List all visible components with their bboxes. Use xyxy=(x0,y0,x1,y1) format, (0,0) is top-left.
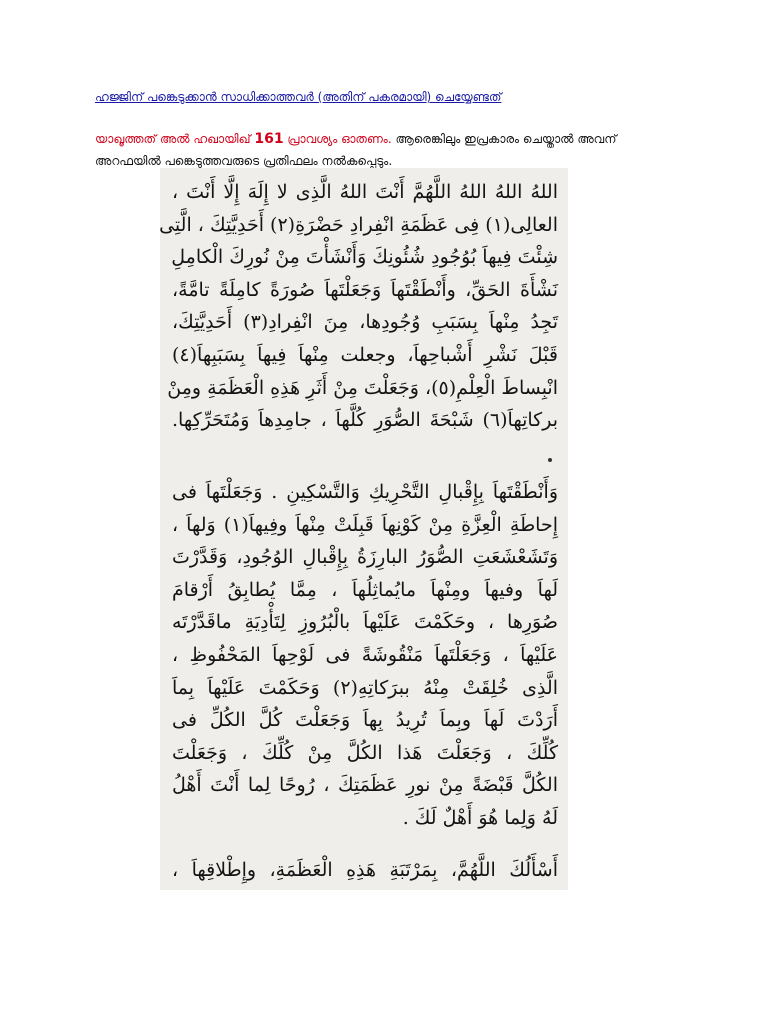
arabic-paragraph-3 xyxy=(172,854,558,887)
arabic-line: كُلِّكَ ، وَجَعَلْتَ هَذا الكُلَّ مِنْ كُلِّكَ ، وَجَعَلْتَ xyxy=(172,741,558,764)
arabic-line: قَبْلَ نَشْرِ أَشْباحِهاَ، وجعلت مِنْهاَ فِيهاَ بِسَبَبِهاَ(٤) xyxy=(172,343,558,366)
heading-link[interactable]: ഹജ്ജിന് പങ്കെടുക്കാൻ സാധിക്കാത്തവർ (അതിന് പകരമായി) ചെയ്യേണ്ടത് xyxy=(95,90,502,104)
arabic-line: عَلَيْهاَ ، وَجَعَلْتَهاَ مَنْقُوشَةً فى لَوْحِهاَ المَحْفُوظِ ، xyxy=(172,643,558,666)
arabic-line: صُوَرِها ، وحَكَمْتَ عَلَيْهاَ بالْبُرُوزِ لِتَأْدِيَةِ ماقَدَّرْتَه xyxy=(172,611,558,634)
arabic-line: لَهُ وَلِما هُوَ أَهْلٌ لَكَ . xyxy=(402,806,558,829)
arabic-line: انْبِساطَ الْعِلْمِ(٥)، وَجَعَلْتَ مِنْ أَثَرِ هَذِهِ الْعَظَمَةِ ومِنْ xyxy=(167,376,558,399)
arabic-line: لَهاَ وفيهاَ ومِنْهاَ مايُماثِلُهاَ ، مِمَّا يُطابِقُ أَرْقامَ xyxy=(172,578,558,601)
intro-paragraph xyxy=(95,128,685,172)
arabic-line: بركاتِهاَ(٦) شَبْحَةَ الصُّوَرِ كُلَّهاَ ، جامِدِهاَ وَمُتَحَرِّكِها. xyxy=(172,409,558,432)
scan-speck xyxy=(548,458,552,462)
arabic-line: العالِى(١) فِى عَظَمَةِ انْفِرادِ حَضْرَةِ(٢) أَحَدِيَّتِكَ ، الَّتِى xyxy=(159,213,558,236)
intro-reward-text: ആരെങ്കിലും ഇപ്രകാരം ചെയ്താൽ അവന് അറഫയിൽ പങ്കെടുത്തവരുടെ പ്രതിഫലം നൽകപ്പെടും. xyxy=(95,132,617,168)
arabic-line: الَّذِى خُلِقَتْ مِنْهُ ببرَكاتِهِ(٢) وَحَكَمْتَ عَلَيْهاَ بِماَ xyxy=(172,676,558,699)
arabic-paragraph-2 xyxy=(172,476,558,835)
arabic-line: الكُلَّ قَبْضَةً مِنْ نورِ عَظَمَتِكَ ، رُوحًا لِما أَنْتَ أَهْلُ xyxy=(172,774,558,797)
arabic-line: اللهُ اللهُ اللهُ اللَّهُمَّ أَنْتَ اللهُ الَّذِى لا إِلَهَ إِلَّا أَنْتَ ، xyxy=(172,181,558,203)
arabic-line: تَجِدُ مِنْهاَ بِسَبَبِ وُجُودِها، مِنَ انْفِرادِ(٣) أَحَدِيَّتِكَ، xyxy=(172,311,558,334)
arabic-line: أَرَدْتَ لَهاَ وبِماَ تُرِيدُ بِهاَ وَجَعَلْتَ كُلَّ الكُلِّ فى xyxy=(172,709,558,732)
arabic-line: إِحاطَةِ الْعِزَّةِ مِنْ كَوْنِهاَ قَبِلَتْ مِنْهاَ وفِيهاَ(١) وَلهاَ ، xyxy=(172,513,558,536)
arabic-line: وَتَشَعْشَعَتِ الصُّوَرُ البارِزَةُ بِإِقْبالِ الوُجُودِ، وَقَدَّرْتَ xyxy=(172,546,558,569)
arabic-line: شِئْتَ فِيهاَ بُوُجُودِ شُئُونِكَ وَأَنْشَأْتَ مِنْ نُورِكَ الْكامِلِ xyxy=(171,246,558,269)
arabic-paragraph-1 xyxy=(159,176,558,437)
recitation-count: 161 xyxy=(254,131,284,147)
arabic-line: وَأَنْطَقْتَهاَ بِإِقْبالِ التَّحْرِيكِ وَالتَّسْكِينِ . وَجَعَلْتَهاَ فى xyxy=(172,481,558,503)
intro-title-red: യാഖൂത്തത് അൽ ഹഖായിഖ് xyxy=(95,132,251,146)
arabic-line: نَشْأَةَ الحَقِّ، وأَنْطَقْتَهاَ وَجَعَلْتَهاَ صُورَةً كامِلَةً تامَّةً، xyxy=(172,278,558,301)
intro-instruction-red: പ്രാവശ്യം ഓതണം. xyxy=(287,132,392,146)
arabic-line: أَسْأَلُكَ اللَّهُمَّ، بِمَرْتَبَةِ هَذِهِ الْعَظَمَةِ، وإِطْلاقِهاَ ، xyxy=(172,859,558,881)
